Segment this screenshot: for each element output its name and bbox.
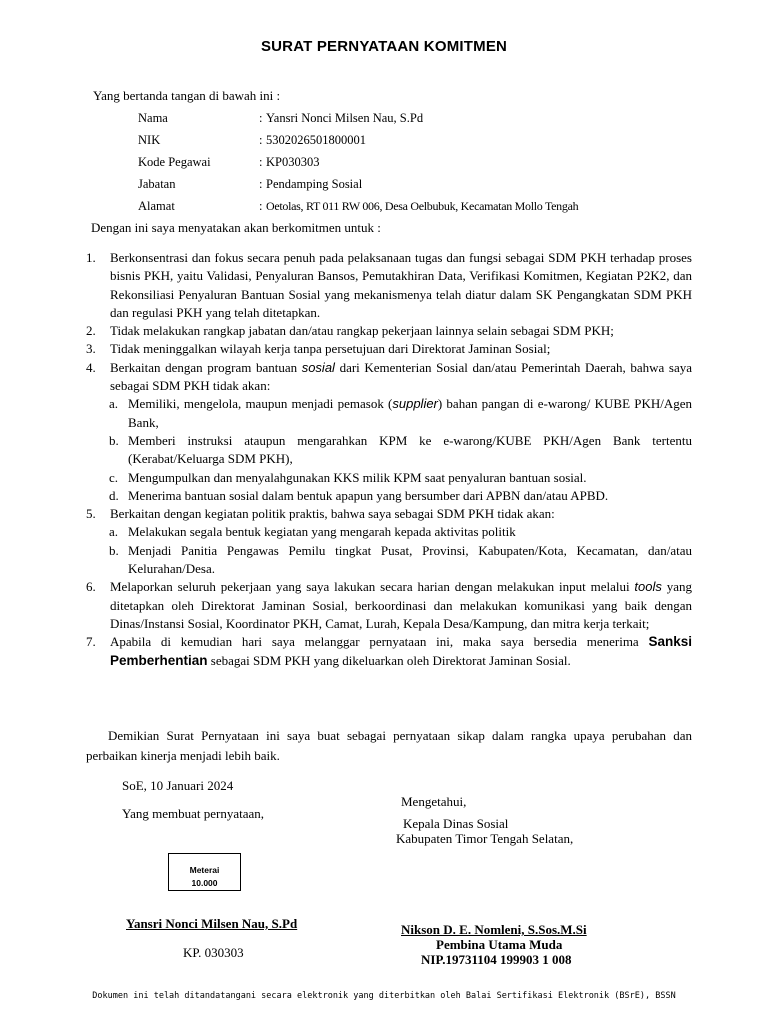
field-label: NIK	[138, 133, 161, 147]
sub-item-text: Menjadi Panitia Pengawas Pemilu tingkat Pusat, Provinsi, Kabupaten/Kota, Kecamatan, dan/atau Kelurahan/Desa.	[128, 542, 692, 577]
list-item	[86, 359, 692, 396]
field-value: 5302026501800001	[266, 133, 366, 147]
official-nip: NIP.19731104 199903 1 008	[421, 952, 572, 967]
sub-item-emphasis: supplier	[392, 396, 438, 412]
statement-intro: Dengan ini saya menyatakan akan berkomitmen untuk :	[91, 220, 381, 235]
item-text: dari Kementerian Sosial dan/atau Pemerintah Daerah, bahwa saya sebagai SDM PKH tidak akan:	[110, 359, 692, 394]
stamp-value: 10.000	[191, 878, 218, 888]
sub-item-text: ) bahan pangan di e-warong/ KUBE PKH/Agen Bank,	[128, 396, 692, 430]
field-label: Nama	[138, 111, 168, 125]
sub-item-letter: b.	[109, 542, 119, 558]
stamp-duty-box	[168, 853, 241, 891]
sub-item	[86, 469, 692, 487]
field-label: Jabatan	[138, 177, 176, 191]
field-value: Pendamping Sosial	[266, 177, 363, 191]
field-value: KP030303	[266, 155, 320, 169]
official-rank: Pembina Utama Muda	[436, 937, 563, 952]
list-item	[86, 505, 692, 523]
sub-item-letter: a.	[109, 396, 119, 412]
field-label: Kode Pegawai	[138, 155, 211, 169]
signer-id: KP. 030303	[183, 945, 244, 960]
signer-name: Yansri Nonci Milsen Nau, S.Pd	[126, 916, 298, 931]
item-number: 1.	[86, 250, 96, 265]
sub-item-letter: d.	[109, 487, 119, 503]
item-text: Berkaitan dengan program bantuan	[110, 359, 302, 375]
field-colon: :	[259, 155, 263, 169]
official-name: Nikson D. E. Nomleni, S.Sos.M.Si	[401, 922, 587, 937]
list-item	[86, 578, 692, 633]
item-emphasis: sosial	[301, 359, 335, 375]
field-colon: :	[259, 111, 263, 125]
field-colon: :	[259, 177, 263, 191]
item-text: Berkaitan dengan kegiatan politik praktis, bahwa saya sebagai SDM PKH tidak akan:	[110, 506, 555, 522]
item-emphasis: tools	[634, 579, 662, 595]
list-item	[86, 322, 692, 340]
sub-item-letter: c.	[109, 469, 119, 485]
acknowledged-label: Mengetahui,	[401, 794, 467, 809]
field-value: Oetolas, RT 011 RW 006, Desa Oelbubuk, Kecamatan Mollo Tengah	[266, 199, 579, 213]
item-text: sebagai SDM PKH yang dikeluarkan oleh Direktorat Jaminan Sosial.	[207, 652, 571, 668]
place-date: SoE, 10 Januari 2024	[122, 778, 234, 793]
list-item	[86, 249, 692, 322]
sub-item-text: Memberi instruksi ataupun mengarahkan KPM ke e-warong/KUBE PKH/Agen Bank tertentu (Kerabat/Keluarga SDM PKH),	[128, 432, 692, 467]
item-number: 7.	[86, 634, 96, 650]
commitment-list	[86, 249, 692, 670]
item-strong: Sanksi Pemberhentian	[110, 634, 692, 668]
sub-item	[86, 523, 692, 541]
sub-item-text: Mengumpulkan dan menyalahgunakan KKS milik KPM saat penyaluran bantuan sosial.	[128, 469, 587, 485]
intro-text: Yang bertanda tangan di bawah ini :	[93, 88, 281, 103]
item-number: 5.	[86, 506, 96, 522]
item-number: 3.	[86, 341, 96, 357]
item-text: Melaporkan seluruh pekerjaan yang saya lakukan secara harian dengan melakukan input melalui	[110, 579, 635, 595]
sub-item-text: Melakukan segala bentuk kegiatan yang mengarah kepada aktivitas politik	[128, 524, 516, 540]
stamp-label: Meterai	[189, 865, 220, 875]
item-text: Apabila di kemudian hari saya melanggar pernyataan ini, maka saya bersedia menerima	[110, 634, 649, 650]
sub-item-letter: b.	[109, 432, 119, 448]
item-text: Berkonsentrasi dan fokus secara penuh pada pelaksanaan tugas dan fungsi sebagai SDM PKH terhadap proses bisnis PKH, yaitu Validasi, Penyaluran Bansos, Pemutakhiran Data, Verifikasi Komitmen, Kegiatan P2K2, dan Rekonsiliasi Penyaluran Bantuan Sosial yang mekanismenya telah diatur dalam SK Pengangkatan SDM PKH dan regulasi PKH yang telah ditetapkan.	[110, 250, 692, 320]
item-text: yang ditetapkan oleh Direktorat Jaminan Sosial, berkoordinasi dan melakukan komunikasi yang baik dengan Dinas/Instansi Sosial, Koordinator PKH, Camat, Lurah, Kepala Desa/Kampung, dan mitra kerja terkait;	[110, 579, 692, 631]
item-number: 6.	[86, 579, 96, 595]
sub-item-text: Menerima bantuan sosial dalam bentuk apapun yang bersumber dari APBN dan/atau APBD.	[128, 487, 609, 503]
field-colon: :	[259, 199, 263, 213]
field-label: Alamat	[138, 199, 175, 213]
sub-item	[86, 395, 692, 432]
electronic-signature-footer: Dokumen ini telah ditandatangani secara elektronik yang diterbitkan oleh Balai Sertifikasi Elektronik (BSrE), BSSN	[92, 991, 676, 1001]
sub-item	[86, 542, 692, 579]
item-number: 2.	[86, 323, 96, 339]
sub-item	[86, 432, 692, 469]
item-text: Tidak meninggalkan wilayah kerja tanpa persetujuan dari Direktorat Jaminan Sosial;	[110, 341, 551, 357]
item-text: Tidak melakukan rangkap jabatan dan/atau rangkap pekerjaan lainnya selain sebagai SDM PKH;	[110, 323, 614, 339]
field-colon: :	[259, 133, 263, 147]
item-number: 4.	[86, 359, 96, 375]
sub-item-text: Memiliki, mengelola, maupun menjadi pemasok (	[128, 396, 393, 412]
official-position: Kepala Dinas Sosial	[403, 816, 509, 831]
sub-item-letter: a.	[109, 524, 119, 540]
closing-paragraph: Demikian Surat Pernyataan ini saya buat sebagai pernyataan sikap dalam rangka upaya perubahan dan perbaikan kinerja menjadi lebih baik.	[86, 728, 692, 763]
list-item	[86, 340, 692, 358]
document-title: SURAT PERNYATAAN KOMITMEN	[260, 38, 508, 55]
list-item	[86, 633, 692, 670]
sub-item	[86, 487, 692, 505]
official-region: Kabupaten Timor Tengah Selatan,	[396, 831, 574, 846]
signer-role: Yang membuat pernyataan,	[122, 806, 265, 821]
field-value: Yansri Nonci Milsen Nau, S.Pd	[266, 111, 424, 125]
